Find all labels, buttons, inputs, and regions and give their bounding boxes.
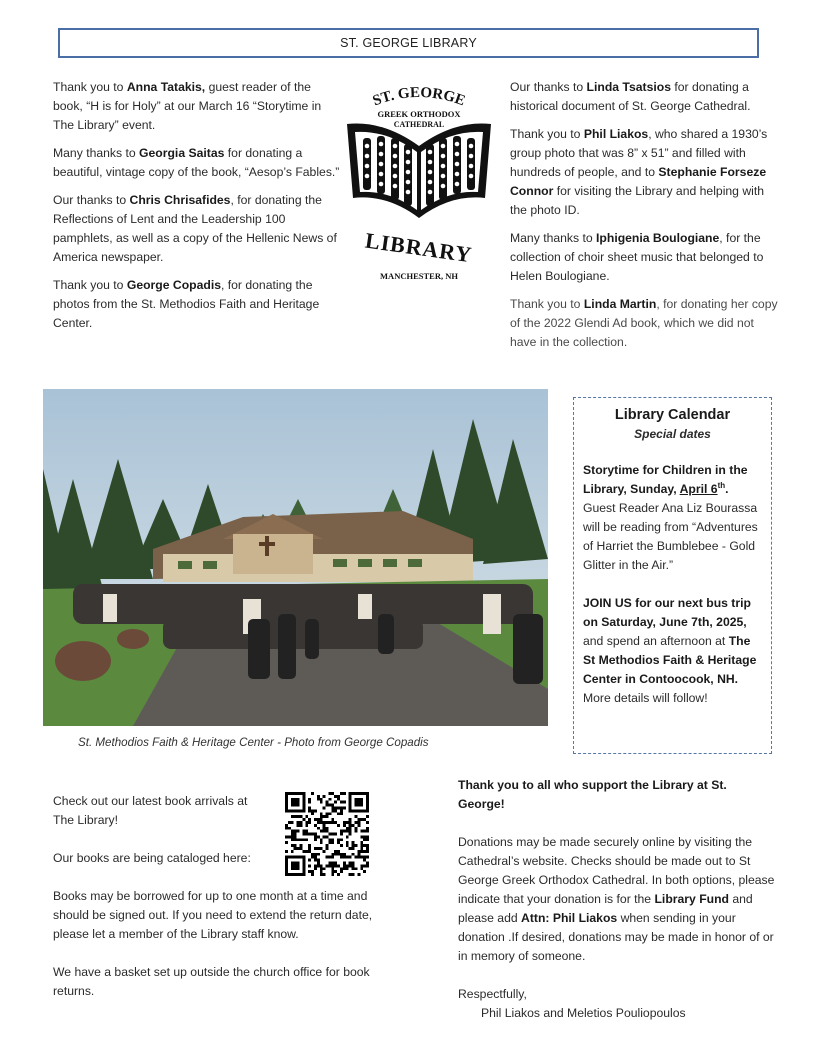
signers: Phil Liakos and Meletios Pouliopoulos xyxy=(481,1006,686,1020)
thanks-linda-tsatsios: Our thanks to Linda Tsatsios for donating a historical document of St. George Cathedral. xyxy=(510,80,751,113)
thanks-chris-chrisafides: Our thanks to Chris Chrisafides, for donating the Reflections of Lent and the Leadership 100 pamphlets, as well as a copy of the Hellenic News of America newspaper. xyxy=(53,193,337,264)
open-book-icon xyxy=(347,123,491,218)
thanks-anna-tatakis: Thank you to Anna Tatakis, guest reader of the book, “H is for Holy” at our March 16 “Storytime in The Library” event. xyxy=(53,80,322,132)
support-thanks: Thank you to all who support the Library at St. George! xyxy=(458,778,727,811)
new-arrivals-text: Check out our latest book arrivals at The Library! xyxy=(53,794,248,827)
thanks-phil-liakos: Thank you to Phil Liakos, who shared a 1930’s group photo that was 8” x 51” and filled with hundreds of people, and to Stephanie Forseze Connor for visiting the Library and helping with the photo ID. xyxy=(510,127,768,217)
page-title: ST. GEORGE LIBRARY xyxy=(340,35,477,50)
calendar-subtitle: Special dates xyxy=(634,427,711,441)
logo-location: MANCHESTER, NH xyxy=(380,271,458,281)
logo-name-line3: CATHEDRAL xyxy=(393,120,445,129)
donation-info: Donations may be made securely online by visiting the Cathedral’s website. Checks should be made out to St George Greek Orthodox Cathedral. In both options, please indicate that your donation is for the Library Fund and please add Attn: Phil Liakos when sending in your donation .If desired, donations may be made in honor of or in memory of someone. xyxy=(458,835,775,963)
logo-name-line2: GREEK ORTHODOX xyxy=(377,109,461,119)
thanks-george-copadis: Thank you to George Copadis, for donating the photos from the St. Methodios Faith and Heritage Center. xyxy=(53,278,320,330)
logo-name-line1: ST. GEORGE xyxy=(370,86,468,110)
calendar-event-storytime: Storytime for Children in the Library, Sunday, April 6th. Guest Reader Ana Liz Bourassa will be reading from “Adventures of Harriet the Bumblebee - Gold Glitter in the Air.” xyxy=(583,463,758,572)
calendar-event-bus-trip: JOIN US for our next bus trip on Saturday, June 7th, 2025, and spend an afternoon at The St Methodios Faith & Heritage Center in Contoocook, NH. More details will follow! xyxy=(583,596,757,705)
thanks-linda-martin: Thank you to Linda Martin, for donating her copy of the 2022 Glendi Ad book, which we did not have in the collection. xyxy=(510,297,778,349)
left-column xyxy=(53,78,343,342)
calendar-title: Library Calendar xyxy=(614,407,731,423)
return-basket-text: We have a basket set up outside the church office for book returns. xyxy=(53,965,370,998)
heritage-center-photo xyxy=(43,389,548,726)
catalog-qr-code[interactable] xyxy=(285,792,369,876)
photo-caption: St. Methodios Faith & Heritage Center - Photo from George Copadis xyxy=(78,736,429,749)
logo-library-word: LIBRARY xyxy=(363,227,474,268)
closing: Respectfully, xyxy=(458,987,527,1001)
thanks-iphigenia-boulogiane: Many thanks to Iphigenia Boulogiane, for the collection of choir sheet music that belonged to Helen Boulogiane. xyxy=(510,231,764,283)
page-header xyxy=(58,28,759,58)
borrowing-policy-text: Books may be borrowed for up to one month at a time and should be signed out. If you need to extend the return date, please let a member of the Library staff know. xyxy=(53,889,373,941)
thanks-georgia-saitas: Many thanks to Georgia Saitas for donating a beautiful, vintage copy of the book, “Aesop’s Fables.” xyxy=(53,146,340,179)
library-logo xyxy=(343,86,495,286)
library-calendar xyxy=(573,397,772,754)
bottom-right-section xyxy=(458,776,776,1023)
catalog-text: Our books are being cataloged here: xyxy=(53,851,251,865)
right-column xyxy=(510,78,778,361)
